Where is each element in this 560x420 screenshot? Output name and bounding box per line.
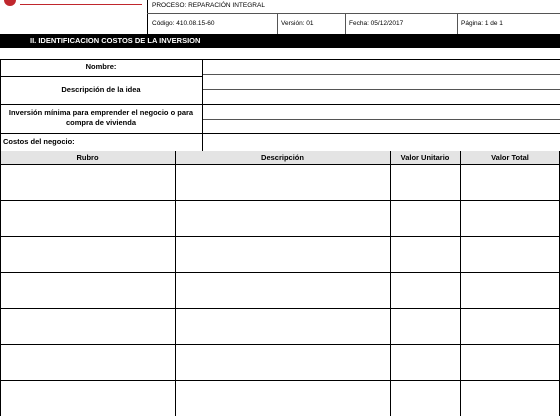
cell-valor-unitario[interactable] <box>391 381 459 415</box>
pagina-text: Página: 1 de 1 <box>461 20 503 27</box>
costos-label: Costos del negocio: <box>3 137 75 146</box>
entity-logo-icon <box>4 0 16 6</box>
cell-valor-unitario[interactable] <box>391 165 459 199</box>
cell-valor-total[interactable] <box>461 309 559 343</box>
cell-rubro[interactable] <box>1 381 174 415</box>
descripcion-field[interactable] <box>203 75 559 103</box>
cell-rubro[interactable] <box>1 165 174 199</box>
cell-valor-unitario[interactable] <box>391 309 459 343</box>
costos-field[interactable] <box>203 134 559 150</box>
logo-underline <box>20 4 142 5</box>
descripcion-label: Descripción de la idea <box>61 85 141 94</box>
col-header-rubro: Rubro <box>76 153 99 162</box>
cell-valor-unitario[interactable] <box>391 237 459 271</box>
proceso-text: PROCESO: REPARACIÓN INTEGRAL <box>152 2 265 9</box>
section-title: II. IDENTIFICACION COSTOS DE LA INVERSION <box>0 34 560 48</box>
cell-valor-unitario[interactable] <box>391 201 459 235</box>
table-header <box>0 151 560 164</box>
cell-descripcion[interactable] <box>176 345 389 379</box>
cell-rubro[interactable] <box>1 345 174 379</box>
cell-descripcion[interactable] <box>176 201 389 235</box>
cell-descripcion[interactable] <box>176 165 389 199</box>
version-text: Versión: 01 <box>281 20 314 27</box>
inversion-field[interactable] <box>203 105 559 132</box>
cell-descripcion[interactable] <box>176 273 389 307</box>
nombre-field[interactable] <box>203 60 559 73</box>
col-header-valor-total: Valor Total <box>491 153 529 162</box>
cell-descripcion[interactable] <box>176 237 389 271</box>
cell-valor-total[interactable] <box>461 273 559 307</box>
col-header-valor-unitario: Valor Unitario <box>400 153 450 162</box>
cell-valor-total[interactable] <box>461 381 559 415</box>
cell-valor-total[interactable] <box>461 165 559 199</box>
fecha-text: Fecha: 05/12/2017 <box>349 20 404 27</box>
cell-rubro[interactable] <box>1 273 174 307</box>
cell-rubro[interactable] <box>1 309 174 343</box>
cell-valor-unitario[interactable] <box>391 345 459 379</box>
cell-valor-total[interactable] <box>461 345 559 379</box>
inversion-label: Inversión mínima para emprender el negocio o para compra de vivienda <box>8 108 194 127</box>
cell-valor-total[interactable] <box>461 201 559 235</box>
col-header-descripcion: Descripción <box>261 153 304 162</box>
cell-descripcion[interactable] <box>176 309 389 343</box>
cell-rubro[interactable] <box>1 237 174 271</box>
nombre-label: Nombre: <box>85 62 117 71</box>
cell-descripcion[interactable] <box>176 381 389 415</box>
cell-valor-total[interactable] <box>461 237 559 271</box>
cell-rubro[interactable] <box>1 201 174 235</box>
cell-valor-unitario[interactable] <box>391 273 459 307</box>
codigo-text: Código: 410.08.15-60 <box>152 20 215 27</box>
